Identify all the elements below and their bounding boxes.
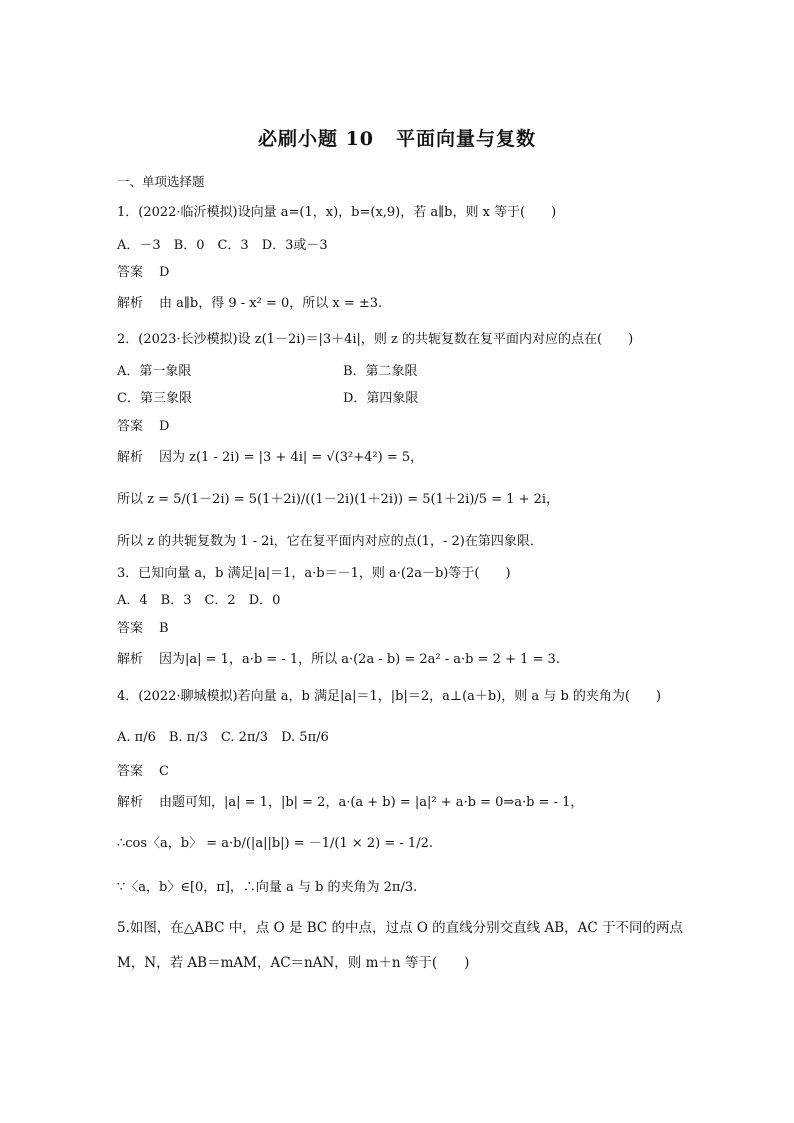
q1-analysis: 解析 由 a∥b，得 9 - x² = 0，所以 x = ±3. <box>117 296 383 311</box>
q3-options: A．4 B．3 C．2 D．0 <box>117 593 281 608</box>
q4-options: A. π/6 B. π/3 C. 2π/3 D. 5π/6 <box>117 730 329 745</box>
q2-option-a: A．第一象限 <box>117 364 192 379</box>
q5-stem-2: M，N，若 AB＝mAM，AC＝nAN，则 m＋n 等于( ) <box>117 955 470 971</box>
q4-stem: 4．(2022·聊城模拟)若向量 a，b 满足|a|＝1，|b|＝2，a⊥(a＋b)，则 a 与 b 的夹角为( ) <box>117 689 662 704</box>
q2-option-d: D．第四象限 <box>343 391 419 406</box>
page-title: 必刷小题 10 平面向量与复数 <box>257 128 537 150</box>
q1-answer: 答案 D <box>117 265 170 280</box>
q4-analysis-1: 解析 由题可知，|a| = 1，|b| = 2，a·(a + b) = |a|² + a·b = 0⇒a·b = - 1， <box>117 795 584 810</box>
q3-analysis: 解析 因为|a| = 1，a·b = - 1，所以 a·(2a - b) = 2a² - a·b = 2 + 1 = 3. <box>117 652 560 667</box>
q4-analysis-3: ∵〈a，b〉∈[0，π]，∴向量 a 与 b 的夹角为 2π/3. <box>117 880 418 895</box>
q2-analysis-1: 解析 因为 z(1 - 2i) = |3 + 4i| = √(3²+4²) = 5， <box>117 450 424 465</box>
q3-answer: 答案 B <box>117 621 169 636</box>
q5-stem-1: 5.如图，在△ABC 中，点 O 是 BC 的中点，过点 O 的直线分别交直线 AB，AC 于不同的两点 <box>117 920 684 936</box>
q3-stem: 3．已知向量 a，b 满足|a|＝1，a·b＝－1，则 a·(2a－b)等于( ) <box>117 566 511 581</box>
q2-stem: 2．(2023·长沙模拟)设 z(1－2i)＝|3＋4i|，则 z 的共轭复数在复平面内对应的点在( ) <box>117 332 634 347</box>
q2-option-c: C．第三象限 <box>117 391 192 406</box>
q1-options: A．－3 B．0 C．3 D．3或－3 <box>117 238 328 253</box>
q4-answer: 答案 C <box>117 764 169 779</box>
q4-analysis-2: ∴cos〈a，b〉 = a·b/(|a||b|) = －1/(1 × 2) = - 1/2. <box>117 836 433 851</box>
section-heading: 一、单项选择题 <box>117 174 205 189</box>
q1-stem: 1．(2022·临沂模拟)设向量 a=(1，x)，b=(x,9)，若 a∥b，则 x 等于( ) <box>117 205 557 220</box>
q2-option-b: B．第二象限 <box>343 364 418 379</box>
q2-answer: 答案 D <box>117 419 170 434</box>
q2-analysis-3: 所以 z 的共轭复数为 1 - 2i，它在复平面内对应的点(1，- 2)在第四象限． <box>117 534 543 549</box>
q2-analysis-2: 所以 z = 5/(1－2i) = 5(1＋2i)/((1－2i)(1＋2i)) = 5(1＋2i)/5 = 1 + 2i， <box>117 492 560 507</box>
